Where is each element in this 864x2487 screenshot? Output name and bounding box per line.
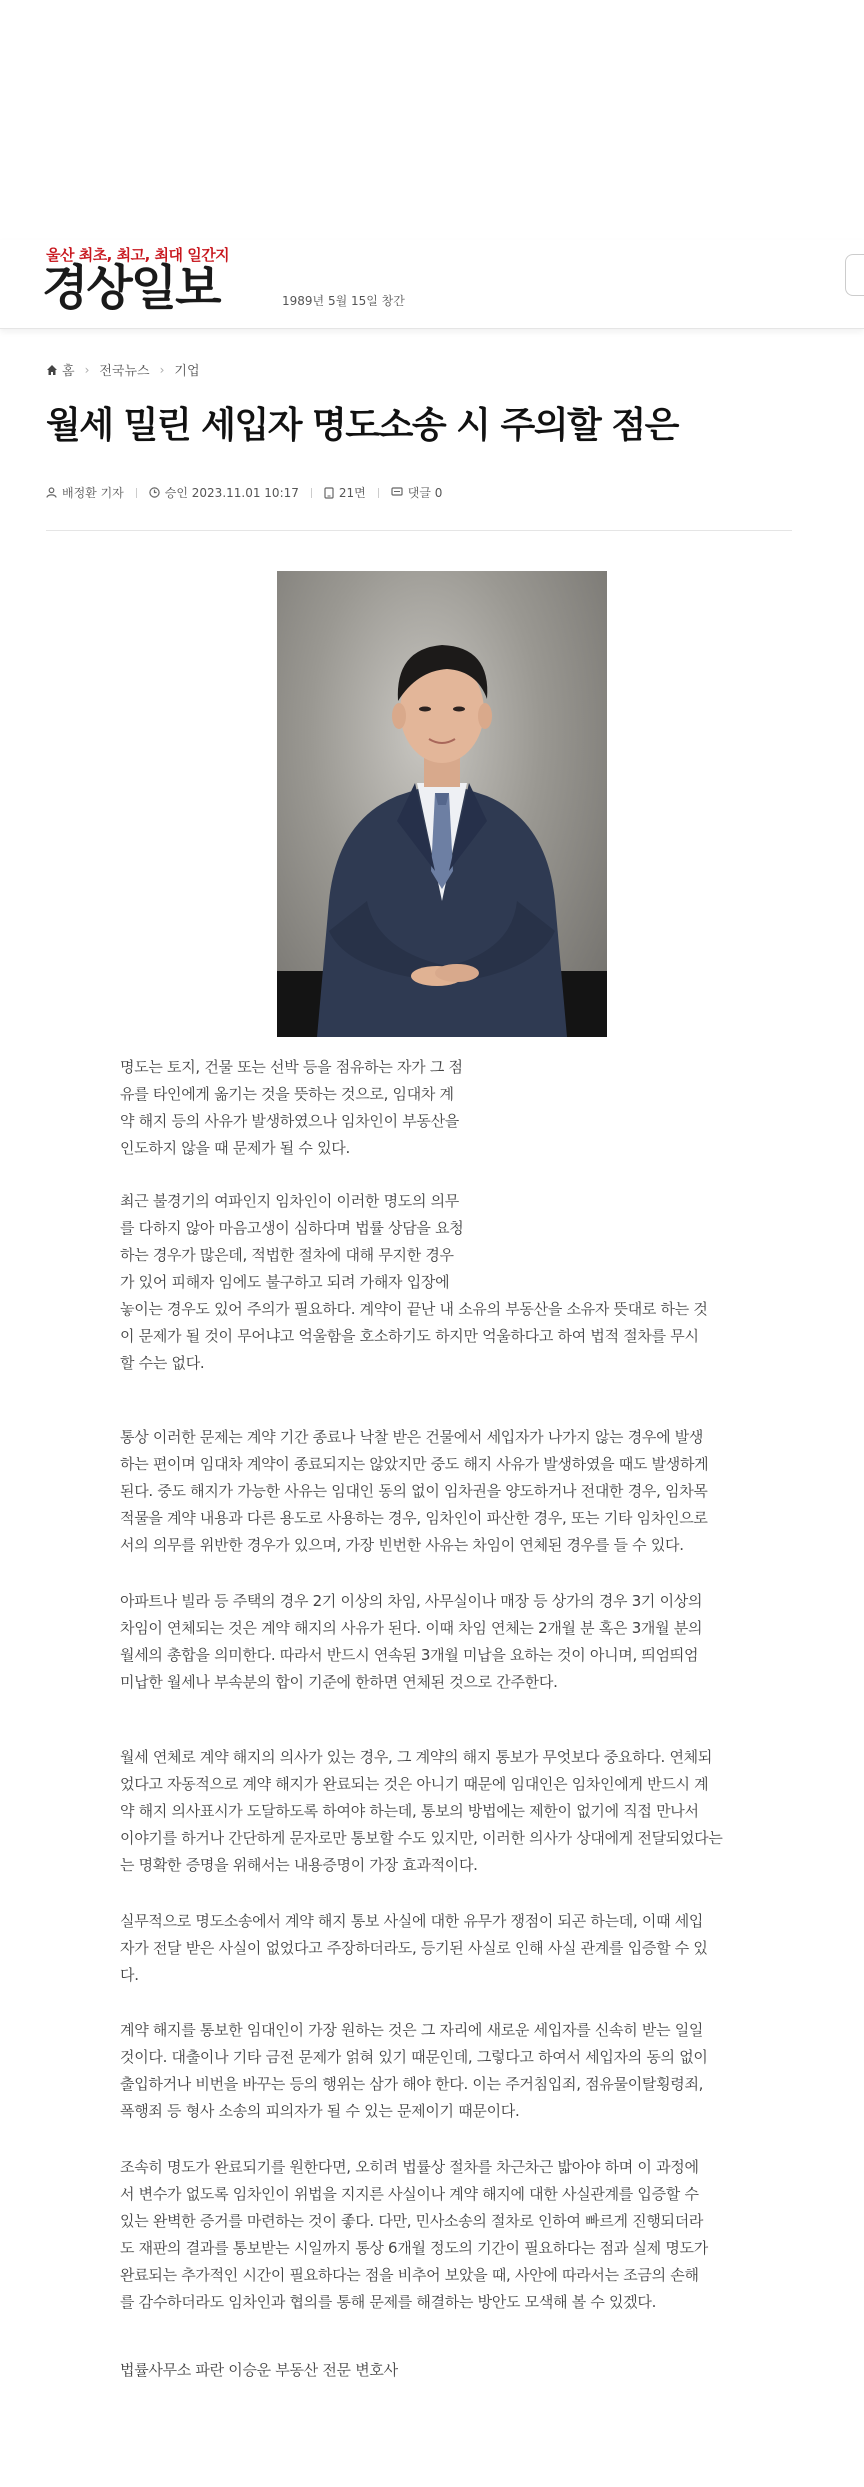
reporter-name: 배정환 기자 [62, 486, 124, 500]
text-line: 놓이는 경우도 있어 주의가 필요하다. 계약이 끝난 내 소유의 부동산을 소유자 뜻대로 하는 것 [120, 1300, 708, 1318]
text-line: 서 변수가 없도록 임차인이 위법을 지지른 사실이나 계약 해지에 대한 사실관계를 입증할 수 [120, 2185, 699, 2203]
breadcrumb-home[interactable] [46, 360, 75, 379]
breadcrumb [46, 360, 200, 379]
text-line: 아파트나 빌라 등 주택의 경우 2기 이상의 차임, 사무실이나 매장 등 상가의 경우 3기 이상의 [120, 1592, 703, 1610]
print-page [324, 484, 366, 501]
article-paragraph-1 [120, 1054, 500, 1162]
meta-divider [378, 488, 379, 498]
chevron-right-icon: › [84, 362, 90, 377]
top-blank-area [0, 0, 864, 240]
text-line: 는 명확한 증명을 위해서는 내용증명이 가장 효과적이다. [120, 1856, 478, 1874]
reporter[interactable] [46, 484, 124, 501]
text-line: 하는 경우가 많은데, 적법한 절차에 대해 무지한 경우 [120, 1246, 454, 1264]
text-line: 된다. 중도 해지가 가능한 사유는 임대인 동의 없이 임차권을 양도하거나 전대한 경우, 임차목 [120, 1482, 708, 1500]
comment-icon [391, 487, 403, 498]
text-line: 자가 전달 받은 사실이 없었다고 주장하더라도, 등기된 사실로 인해 사실 관계를 입증할 수 있 [120, 1939, 708, 1957]
comment-count-text: 댓글 0 [407, 486, 443, 500]
title-divider [46, 530, 792, 531]
article-paragraph-5 [120, 1744, 764, 1879]
founded-date: 1989년 5월 15일 창간 [282, 294, 405, 308]
clock-icon [149, 487, 160, 498]
text-line: 를 다하지 않아 마음고생이 심하다며 법률 상담을 요청 [120, 1219, 464, 1237]
site-header [0, 240, 864, 329]
portrait-illustration [277, 571, 607, 1037]
side-menu-tab[interactable] [845, 254, 864, 296]
text-line: 최근 불경기의 여파인지 임차인이 이러한 명도의 의무 [120, 1192, 459, 1210]
text-line: 있는 완벽한 증거를 마련하는 것이 좋다. 다만, 민사소송의 절차로 인하여 빠르게 진행되더라 [120, 2212, 704, 2230]
text-line: 출입하거나 비번을 바꾸는 등의 행위는 삼가 해야 한다. 이는 주거침입죄, 점유물이탈횡령죄, [120, 2075, 704, 2093]
text-line: 다. [120, 1966, 139, 1984]
text-line: 명도는 토지, 건물 또는 선박 등을 점유하는 자가 그 점 [120, 1058, 463, 1076]
page-icon [324, 487, 334, 499]
text-line: 차임이 연체되는 것은 계약 해지의 사유가 된다. 이때 차임 연체는 2개월 분 혹은 3개월 분의 [120, 1619, 703, 1637]
text-line: 이야기를 하거나 간단하게 문자로만 통보할 수도 있지만, 이러한 의사가 상대에게 전달되었다는 [120, 1829, 723, 1847]
text-line: 실무적으로 명도소송에서 계약 해지 통보 사실에 대한 유무가 쟁점이 되곤 하는데, 이때 세입 [120, 1912, 704, 1930]
text-line: 었다고 자동적으로 계약 해지가 완료되는 것은 아니기 때문에 임대인은 임차인에게 반드시 계 [120, 1775, 709, 1793]
text-line: 완료되는 추가적인 시간이 필요하다는 점을 비추어 보았을 때, 사안에 따라서는 조금의 손해 [120, 2266, 699, 2284]
article-paragraph-7 [120, 2017, 764, 2125]
meta-divider [136, 488, 137, 498]
text-line: 이 문제가 될 것이 무어냐고 억울함을 호소하기도 하지만 억울하다고 하여 법적 절차를 무시 [120, 1327, 699, 1345]
chevron-right-icon: › [159, 362, 165, 377]
text-line: 서의 의무를 위반한 경우가 있으며, 가장 빈번한 사유는 차임이 연체된 경우를 들 수 있다. [120, 1536, 684, 1554]
approved-time-text: 승인 2023.11.01 10:17 [164, 486, 299, 500]
text-line: 미납한 월세나 부속분의 합이 기준에 한하면 연체된 것으로 간주한다. [120, 1673, 558, 1691]
text-line: 할 수는 없다. [120, 1354, 205, 1372]
user-icon [46, 487, 57, 498]
article-meta [46, 484, 442, 501]
print-page-text: 21면 [338, 486, 366, 500]
approved-time [149, 484, 299, 501]
article-paragraph-6 [120, 1908, 764, 1989]
text-line: 약 해지 의사표시가 도달하도록 하여야 하는데, 통보의 방법에는 제한이 없기에 직접 만나서 [120, 1802, 699, 1820]
breadcrumb-section[interactable]: 전국뉴스 [99, 364, 150, 379]
article-paragraph-4 [120, 1588, 764, 1696]
text-line: 계약 해지를 통보한 임대인이 가장 원하는 것은 그 자리에 새로운 세입자를 신속히 받는 일일 [120, 2021, 704, 2039]
article-title: 월세 밀린 세입자 명도소송 시 주의할 점은 [46, 405, 678, 446]
article-paragraph-8 [120, 2154, 764, 2316]
text-line: 월세의 총합을 의미한다. 따라서 반드시 연속된 3개월 미납을 요하는 것이 아니며, 띄엄띄엄 [120, 1646, 699, 1664]
text-line: 를 감수하더라도 임차인과 협의를 통해 문제를 해결하는 방안도 모색해 볼 수 있겠다. [120, 2293, 657, 2311]
home-icon [46, 364, 58, 376]
text-line: 월세 연체로 계약 해지의 의사가 있는 경우, 그 계약의 해지 통보가 무엇보다 중요하다. 연체되 [120, 1748, 713, 1766]
article-byline [120, 2357, 764, 2384]
text-line: 것이다. 대출이나 기타 금전 문제가 얽혀 있기 때문인데, 그렇다고 하여서 세입자의 동의 없이 [120, 2048, 708, 2066]
breadcrumb-home-label: 홈 [62, 364, 75, 379]
text-line: 폭행죄 등 형사 소송의 피의자가 될 수 있는 문제이기 때문이다. [120, 2102, 520, 2120]
article-paragraph-3 [120, 1424, 764, 1559]
text-line: 법률사무소 파란 이승운 부동산 전문 변호사 [120, 2361, 398, 2379]
article-paragraph-2 [120, 1188, 764, 1377]
text-line: 유를 타인에게 옮기는 것을 뜻하는 것으로, 임대차 계 [120, 1085, 454, 1103]
text-line: 통상 이러한 문제는 계약 기간 종료나 낙찰 받은 건물에서 세입자가 나가지 않는 경우에 발생 [120, 1428, 704, 1446]
text-line: 가 있어 피해자 임에도 불구하고 되려 가해자 입장에 [120, 1273, 450, 1291]
article-photo[interactable] [277, 571, 607, 1037]
text-line: 도 재판의 결과를 통보받는 시일까지 통상 6개월 정도의 기간이 필요하다는 점과 실제 명도가 [120, 2239, 708, 2257]
site-logo[interactable]: 경상일보 [42, 260, 220, 316]
header-slogan: 울산 최초, 최고, 최대 일간지 [46, 246, 230, 264]
breadcrumb-category[interactable]: 기업 [174, 364, 200, 379]
text-line: 하는 편이며 임대차 계약이 종료되지는 않았지만 중도 해지 사유가 발생하였을 때도 발생하게 [120, 1455, 709, 1473]
text-line: 약 해지 등의 사유가 발생하였으나 임차인이 부동산을 [120, 1112, 459, 1130]
text-line: 인도하지 않을 때 문제가 될 수 있다. [120, 1139, 350, 1157]
comment-count[interactable] [391, 484, 443, 501]
meta-divider [311, 488, 312, 498]
text-line: 조속히 명도가 완료되기를 원한다면, 오히려 법률상 절차를 차근차근 밟아야 하며 이 과정에 [120, 2158, 699, 2176]
text-line: 적물을 계약 내용과 다른 용도로 사용하는 경우, 임차인이 파산한 경우, 또는 기타 임차인으로 [120, 1509, 708, 1527]
